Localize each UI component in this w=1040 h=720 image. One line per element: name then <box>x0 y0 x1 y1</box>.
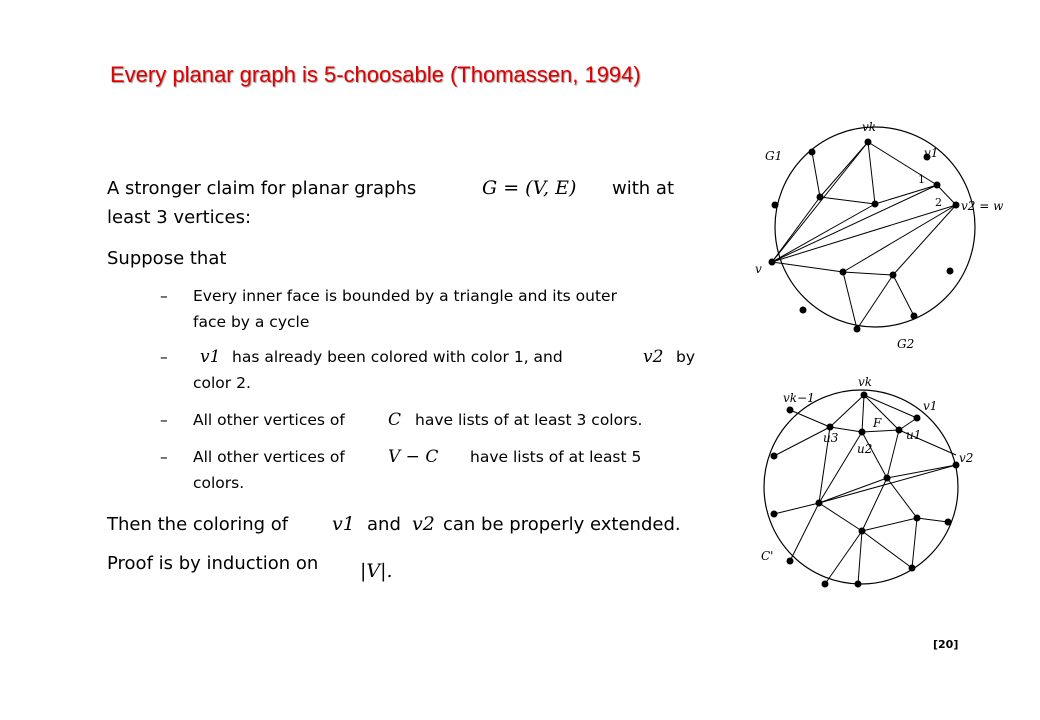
bullet-1-line-2: face by a cycle <box>193 313 310 331</box>
claim-text-1: A stronger claim for planar graphs <box>107 178 417 199</box>
bullet-dash-4: – <box>160 448 168 466</box>
slide-title: Every planar graph is 5-choosable (Thomassen, 1994) <box>110 62 641 87</box>
bullet-1-line-1: Every inner face is bounded by a triangle and its outer <box>193 287 617 305</box>
vertices-top <box>769 139 960 333</box>
then-text-b: and <box>367 514 401 535</box>
label-v1: v1 <box>924 146 939 160</box>
math-v2-then: v2 <box>412 513 435 535</box>
claim-text-2: with at <box>612 178 674 199</box>
bullet-dash-3: – <box>160 411 168 429</box>
graph-figure-bottom <box>745 372 1025 602</box>
math-v1-then: v1 <box>332 513 355 535</box>
then-text-a: Then the coloring of <box>107 514 289 535</box>
label-v2-equals-w: v2 = w <box>961 199 1004 213</box>
page-number: [20] <box>933 638 959 651</box>
outer-cycle-top <box>775 127 975 327</box>
edges-top <box>772 142 956 329</box>
label-vk-minus-1: vk−1 <box>783 391 815 405</box>
label-u2: u2 <box>857 442 873 456</box>
label-v1-bottom: v1 <box>923 399 938 413</box>
label-C-prime: C' <box>761 549 774 563</box>
label-F: F <box>873 416 882 430</box>
bullet-4-line-2: colors. <box>193 474 245 492</box>
bullet-4-text-a: All other vertices of <box>193 448 345 466</box>
bullet-2-text-b: by <box>676 348 696 366</box>
bullet-3-text-a: All other vertices of <box>193 411 345 429</box>
math-v2: v2 <box>643 347 664 367</box>
bullet-2-line-2: color 2. <box>193 374 251 392</box>
suppose-text: Suppose that <box>107 248 227 269</box>
label-color-2: 2 <box>935 196 942 209</box>
bullet-2-text-a: has already been colored with color 1, and <box>232 348 563 366</box>
label-u3: u3 <box>823 431 839 445</box>
bullet-4-text-b: have lists of at least 5 <box>470 448 642 466</box>
graph-figure-top <box>745 115 1025 360</box>
label-color-1: 1 <box>918 173 925 186</box>
vertices-bottom <box>771 392 960 588</box>
claim-text-3: least 3 vertices: <box>107 207 252 228</box>
proof-text: Proof is by induction on <box>107 553 319 574</box>
label-vk: vk <box>862 120 877 134</box>
math-V-minus-C: V − C <box>388 447 439 467</box>
label-G2: G2 <box>897 337 915 351</box>
label-u1: u1 <box>906 428 922 442</box>
label-v: v <box>755 262 762 276</box>
math-C: C <box>388 410 402 430</box>
bullet-dash-1: – <box>160 287 168 305</box>
label-vk-bottom: vk <box>858 375 873 389</box>
then-text-c: can be properly extended. <box>443 514 681 535</box>
label-v2-bottom: v2 <box>959 451 974 465</box>
math-v1: v1 <box>200 347 221 367</box>
math-V-size: |V|. <box>360 560 393 582</box>
label-G1: G1 <box>765 149 783 163</box>
math-graph-definition: G = (V, E) <box>482 177 577 199</box>
bullet-3-text-b: have lists of at least 3 colors. <box>415 411 643 429</box>
bullet-dash-2: – <box>160 348 168 366</box>
